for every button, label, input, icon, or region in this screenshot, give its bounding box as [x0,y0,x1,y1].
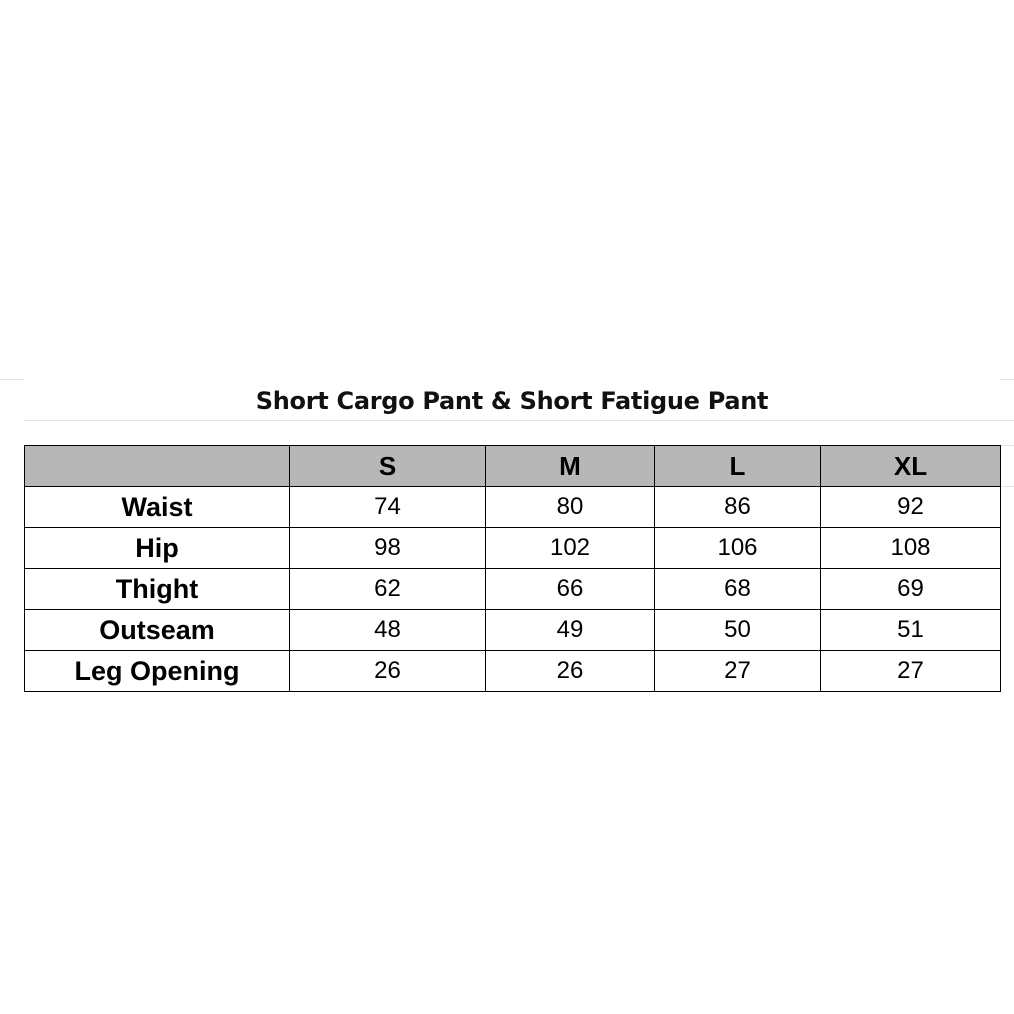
table-cell: 62 [290,569,486,610]
table-cell: 27 [821,651,1001,692]
size-header-s: S [290,446,486,487]
table-cell: 49 [486,610,655,651]
table-cell: 51 [821,610,1001,651]
table-cell: 26 [486,651,655,692]
table-cell: 92 [821,487,1001,528]
gridline [0,379,24,380]
gridline [1000,379,1014,380]
table-cell: 106 [655,528,821,569]
row-label-leg-opening: Leg Opening [25,651,290,692]
table-cell: 69 [821,569,1001,610]
table-cell: 26 [290,651,486,692]
table-row [25,651,1001,692]
size-header-xl: XL [821,446,1001,487]
table-cell: 108 [821,528,1001,569]
size-chart-table [24,445,1001,692]
gridline [1000,486,1014,487]
table-cell: 68 [655,569,821,610]
gridline [1000,445,1014,446]
table-cell: 80 [486,487,655,528]
table-cell: 48 [290,610,486,651]
table-cell: 74 [290,487,486,528]
table-cell: 50 [655,610,821,651]
chart-title: Short Cargo Pant & Short Fatigue Pant [255,387,769,415]
table-cell: 27 [655,651,821,692]
header-row [25,446,1001,487]
row-label-outseam: Outseam [25,610,290,651]
size-header-m: M [486,446,655,487]
row-label-hip: Hip [25,528,290,569]
corner-cell [25,446,290,487]
size-header-l: L [655,446,821,487]
table-row [25,528,1001,569]
row-label-thight: Thight [25,569,290,610]
table-cell: 66 [486,569,655,610]
table-cell: 102 [486,528,655,569]
table-cell: 86 [655,487,821,528]
table-row [25,610,1001,651]
table-row [25,569,1001,610]
row-label-waist: Waist [25,487,290,528]
table-row [25,487,1001,528]
gridline [24,420,1014,421]
table-cell: 98 [290,528,486,569]
